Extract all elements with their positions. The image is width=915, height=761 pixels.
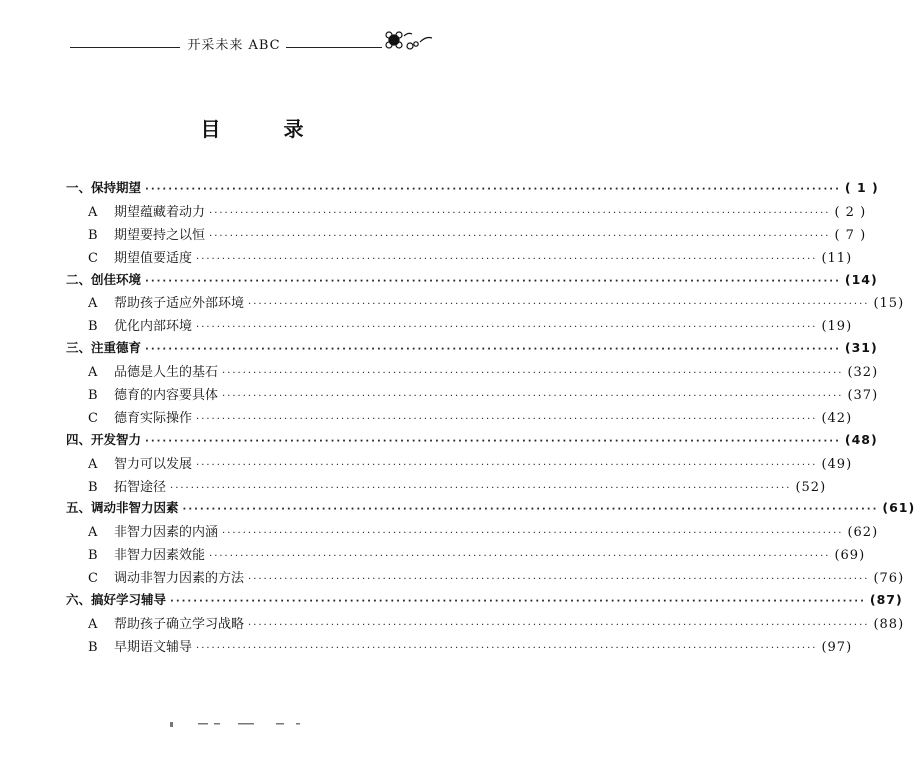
toc-entry-label: 三、注重德育 bbox=[66, 340, 142, 356]
toc-entry-label: 五、调动非智力因素 bbox=[66, 500, 179, 516]
toc-page-number: (88) bbox=[873, 616, 905, 632]
toc-entry-label: 德育实际操作 bbox=[114, 410, 193, 426]
toc-entry-letter: B bbox=[88, 639, 98, 655]
toc-dot-leader: ························································································································ bbox=[209, 230, 831, 242]
toc-section-entry bbox=[66, 498, 915, 521]
table-of-contents bbox=[66, 178, 915, 659]
toc-entry-letter: A bbox=[88, 456, 98, 472]
toc-section-entry bbox=[66, 178, 879, 201]
toc-page-number: (49) bbox=[821, 456, 853, 472]
toc-entry-letter: B bbox=[88, 548, 98, 564]
toc-dot-leader: ························································································································ bbox=[209, 207, 831, 219]
toc-entry-label: 德育的内容要具体 bbox=[114, 388, 219, 404]
toc-subsection-entry bbox=[66, 201, 867, 224]
toc-entry-letter: C bbox=[88, 250, 98, 266]
toc-subsection-entry bbox=[66, 521, 879, 544]
toc-subsection-entry bbox=[66, 476, 827, 499]
toc-entry-label: 一、保持期望 bbox=[66, 180, 142, 195]
toc-dot-leader: ························································································································ bbox=[170, 596, 866, 608]
toc-page-number: (62) bbox=[847, 525, 879, 541]
toc-entry-label: 四、开发智力 bbox=[66, 431, 142, 447]
toc-dot-leader: ························································································································ bbox=[222, 391, 844, 403]
toc-dot-leader: ························································································································ bbox=[196, 253, 818, 265]
flower-ornament-icon bbox=[380, 26, 440, 56]
toc-subsection-entry bbox=[66, 613, 905, 636]
toc-dot-leader: ························································································································ bbox=[222, 528, 844, 540]
toc-subsection-entry bbox=[66, 292, 905, 315]
toc-dot-leader: ························································································································ bbox=[209, 551, 831, 563]
toc-entry-label: 拓智途径 bbox=[114, 479, 167, 495]
toc-section-entry bbox=[66, 430, 878, 453]
toc-entry-label: 品德是人生的基石 bbox=[114, 365, 219, 381]
toc-entry-label: 期望要持之以恒 bbox=[114, 227, 206, 243]
toc-entry-label: 优化内部环境 bbox=[114, 319, 193, 335]
toc-entry-label: 二、创佳环境 bbox=[66, 271, 142, 287]
toc-dot-leader: ························································································································ bbox=[248, 574, 870, 586]
toc-page-number: (19) bbox=[821, 319, 853, 335]
toc-entry-letter: B bbox=[88, 479, 98, 495]
toc-page-number: (14) bbox=[844, 271, 878, 287]
toc-entry-label: 调动非智力因素的方法 bbox=[114, 571, 245, 587]
toc-entry-label: 智力可以发展 bbox=[114, 456, 193, 472]
toc-dot-leader: ························································································································ bbox=[196, 642, 818, 654]
header-rule-right bbox=[286, 47, 382, 48]
header-rule-left bbox=[70, 47, 180, 48]
toc-subsection-entry bbox=[66, 247, 853, 270]
toc-section-entry bbox=[66, 338, 878, 361]
toc-page-number: (42) bbox=[821, 410, 853, 426]
header-title: 开采未来 ABC bbox=[187, 38, 281, 53]
toc-entry-letter: A bbox=[88, 525, 98, 541]
toc-entry-letter: B bbox=[88, 227, 98, 243]
toc-entry-label: 早期语文辅导 bbox=[114, 639, 193, 655]
toc-page-number: (69) bbox=[834, 548, 866, 564]
toc-dot-leader: ························································································································ bbox=[196, 413, 818, 425]
toc-dot-leader: ························································································································ bbox=[196, 459, 818, 471]
toc-page-number: (97) bbox=[821, 639, 853, 655]
toc-entry-letter: C bbox=[88, 410, 98, 426]
toc-entry-letter: A bbox=[88, 204, 98, 220]
toc-entry-label: 六、搞好学习辅导 bbox=[66, 592, 167, 608]
toc-entry-label: 帮助孩子适应外部环境 bbox=[114, 296, 245, 312]
toc-entry-letter: B bbox=[88, 388, 98, 404]
toc-page-number: ( 1 ) bbox=[844, 180, 879, 195]
toc-entry-label: 期望蕴藏着动力 bbox=[114, 204, 206, 220]
toc-subsection-entry bbox=[66, 315, 853, 338]
toc-entry-letter: A bbox=[88, 616, 98, 632]
toc-dot-leader: ························································································································ bbox=[182, 504, 879, 516]
toc-dot-leader: ························································································································ bbox=[145, 435, 841, 447]
toc-page-number: (31) bbox=[844, 340, 878, 356]
toc-subsection-entry bbox=[66, 384, 879, 407]
toc-entry-letter: A bbox=[88, 296, 98, 312]
toc-entry-letter: C bbox=[88, 571, 98, 587]
toc-subsection-entry bbox=[66, 544, 866, 567]
toc-entry-letter: B bbox=[88, 319, 98, 335]
toc-entry-label: 帮助孩子确立学习战略 bbox=[114, 616, 245, 632]
toc-subsection-entry bbox=[66, 636, 853, 659]
toc-dot-leader: ························································································································ bbox=[248, 299, 870, 311]
toc-page-number: (76) bbox=[873, 571, 905, 587]
toc-dot-leader: ························································································································ bbox=[145, 275, 841, 287]
toc-page-number: (87) bbox=[869, 592, 903, 608]
toc-entry-label: 期望值要适度 bbox=[114, 250, 193, 266]
toc-page-number: ( 2 ) bbox=[834, 204, 867, 220]
toc-subsection-entry bbox=[66, 224, 867, 247]
toc-dot-leader: ························································································································ bbox=[145, 344, 841, 356]
toc-page-number: (61) bbox=[882, 500, 915, 516]
toc-subsection-entry bbox=[66, 407, 853, 430]
running-header bbox=[70, 34, 390, 56]
toc-section-entry bbox=[66, 270, 878, 293]
toc-entry-label: 非智力因素效能 bbox=[114, 548, 206, 564]
toc-entry-label: 非智力因素的内涵 bbox=[114, 525, 219, 541]
toc-dot-leader: ························································································································ bbox=[145, 184, 841, 195]
toc-dot-leader: ························································································································ bbox=[222, 368, 844, 380]
toc-page-number: (32) bbox=[847, 365, 879, 381]
toc-subsection-entry bbox=[66, 567, 905, 590]
toc-section-entry bbox=[66, 590, 903, 613]
toc-page-number: ( 7 ) bbox=[834, 227, 867, 243]
toc-page-number: (11) bbox=[821, 250, 853, 266]
toc-page-number: (37) bbox=[847, 388, 879, 404]
toc-page-number: (15) bbox=[873, 296, 905, 312]
toc-page-number: (52) bbox=[795, 479, 827, 495]
toc-subsection-entry bbox=[66, 453, 853, 476]
toc-dot-leader: ························································································································ bbox=[196, 322, 818, 334]
toc-page-number: (48) bbox=[844, 431, 878, 447]
toc-dot-leader: ························································································································ bbox=[248, 619, 870, 631]
page-title: 目 录 bbox=[200, 117, 332, 141]
toc-entry-letter: A bbox=[88, 365, 98, 381]
scan-artifact-marks bbox=[110, 720, 330, 728]
toc-subsection-entry bbox=[66, 361, 879, 384]
toc-dot-leader: ························································································································ bbox=[170, 482, 792, 494]
